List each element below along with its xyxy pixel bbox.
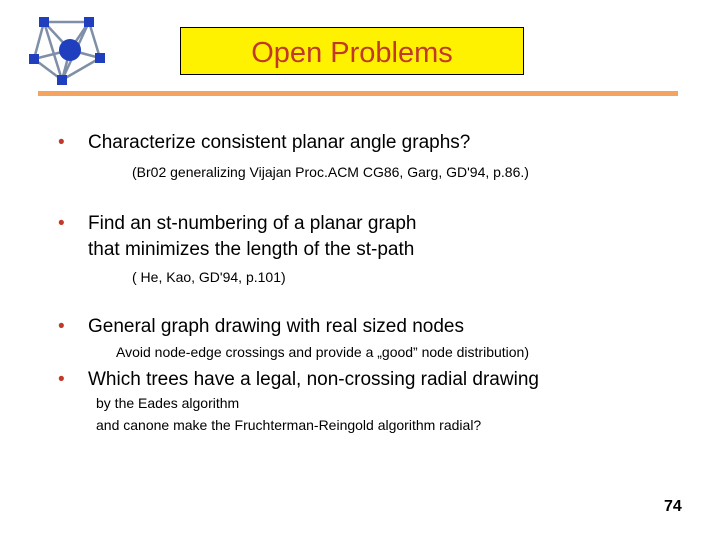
bullet-marker: • [58,132,65,153]
graph-logo-icon [28,10,112,94]
title-box [180,27,524,75]
reference-1: (Br02 generalizing Vijajan Proc.ACM CG86, Garg, GD'94, p.86.) [132,164,529,180]
title-divider [38,91,678,96]
reference-line: by the Eades algorithm [96,395,240,411]
bullet-marker: • [58,369,65,390]
bullet-item-1 [88,130,470,156]
bullet-marker: • [58,213,65,234]
slide-title: Open Problems [251,36,453,69]
page-number: 74 [664,498,682,515]
reference-4 [96,392,481,436]
bullet-item-2 [88,211,416,263]
bullet-line: Characterize consistent planar angle graphs? [88,132,471,153]
reference-3: Avoid node-edge crossings and provide a „good” node distribution) [116,344,530,360]
bullet-marker: • [58,316,65,337]
bullet-item-3 [88,314,464,340]
bullet-line: Which trees have a legal, non-crossing radial drawing [88,369,539,390]
bullet-item-4 [88,367,539,393]
reference-line: and canone make the Fruchterman-Reingold algorithm radial? [96,417,482,433]
bullet-line: General graph drawing with real sized nodes [88,316,464,337]
bullet-line: Find an st-numbering of a planar graph [88,213,417,234]
reference-2: ( He, Kao, GD'94, p.101) [132,269,286,285]
bullet-line: that minimizes the length of the st-path [88,239,415,260]
